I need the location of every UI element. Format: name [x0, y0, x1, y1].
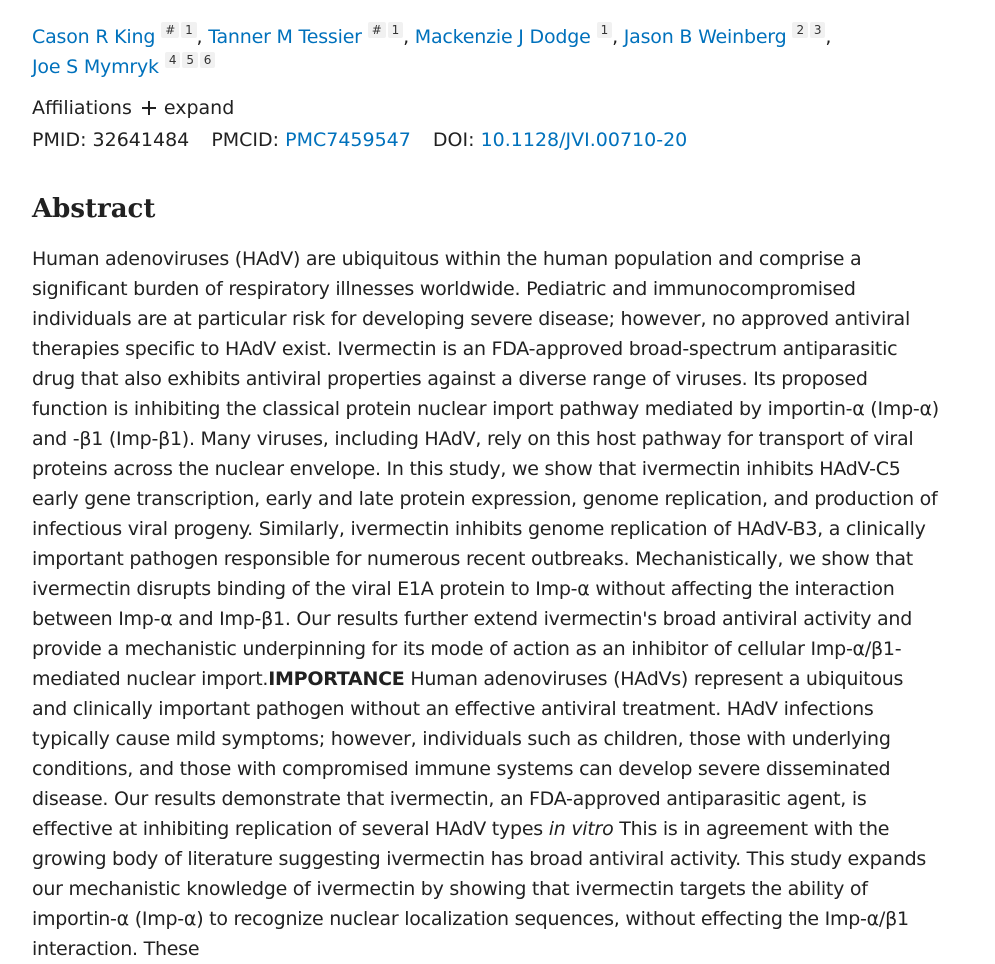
abstract-text	[32, 244, 942, 964]
affiliation-marker[interactable]: #	[161, 22, 179, 38]
pmcid-label: PMCID:	[211, 129, 280, 151]
pmid-label: PMID:	[32, 129, 87, 151]
article-page	[32, 0, 942, 964]
author-entry	[623, 23, 832, 48]
author-separator: ,	[825, 26, 832, 48]
expand-affiliations-button[interactable]	[142, 96, 234, 120]
abstract-paragraph-part2: Human adenoviruses (HAdVs) represent a ubiquitous and clinically important pathogen without an effective antiviral treatment. HAdV infections typically cause mild symptoms; however, individuals such as children, those with underlying conditions, and those with compromised immune systems can develop severe disseminated disease. Our results demonstrate that ivermectin, an FDA-approved antiparasitic agent, is effective at inhibiting replication of several HAdV types	[32, 668, 904, 840]
in-vitro-text: in vitro	[548, 818, 614, 840]
affiliation-marker[interactable]: 1	[388, 22, 403, 38]
affiliation-marker[interactable]: 3	[810, 22, 825, 38]
author-entry	[32, 53, 215, 78]
affiliation-marker[interactable]: 6	[200, 52, 215, 68]
author-separator: ,	[196, 26, 203, 48]
author-entry	[208, 23, 409, 48]
affiliation-marker[interactable]: 5	[182, 52, 197, 68]
abstract-paragraph-part3: This is in agreement with the growing body of literature suggesting ivermectin has broad antiviral activity. This study expands our mechanistic knowledge of ivermectin by showing that ivermectin targets the ability of importin-α (Imp-α) to recognize nuclear localization sequences, without effecting the Imp-α/β1 interaction. These	[32, 818, 927, 960]
author-entry	[32, 23, 203, 48]
abstract-heading: Abstract	[32, 194, 156, 224]
author-separator: ,	[403, 26, 409, 48]
affiliation-marker[interactable]: 4	[165, 52, 180, 68]
abstract-paragraph-part1: Human adenoviruses (HAdV) are ubiquitous within the human population and comprise a significant burden of respiratory illnesses worldwide. Pediatric and immunocompromised individuals are at particular risk for developing severe disease; however, no approved antiviral therapies specific to HAdV exist. Ivermectin is an FDA-approved broad-spectrum antiparasitic drug that also exhibits antiviral properties against a diverse range of viruses. Its proposed function is inhibiting the classical protein nuclear import pathway mediated by importin-α (Imp-α) and -β1 (Imp-β1). Many viruses, including HAdV, rely on this host pathway for transport of viral proteins across the nuclear envelope. In this study, we show that ivermectin inhibits HAdV-C5 early gene transcription, early and late protein expression, genome replication, and production of infectious viral progeny. Similarly, ivermectin inhibits genome replication of HAdV-B3, a clinically important pathogen responsible for numerous recent outbreaks. Mechanistically, we show that ivermectin disrupts binding of the viral E1A protein to Imp-α without affecting the interaction between Imp-α and Imp-β1. Our results further extend ivermectin's broad antiviral activity and provide a mechanistic underpinning for its mode of action as an inhibitor of cellular Imp-α/β1-mediated nuclear import.	[32, 248, 939, 690]
doi-link[interactable]: 10.1128/JVI.00710-20	[480, 129, 688, 151]
affiliations-row	[32, 96, 942, 120]
affiliation-marker[interactable]: 2	[792, 22, 807, 38]
author-link[interactable]: Joe S Mymryk	[32, 56, 159, 78]
author-link[interactable]: Mackenzie J Dodge	[414, 26, 591, 48]
doi	[433, 129, 687, 151]
pmid-value: 32641484	[92, 129, 190, 151]
author-link[interactable]: Cason R King	[32, 26, 156, 48]
affiliations-label: Affiliations	[32, 97, 132, 119]
affiliation-marker[interactable]: 1	[181, 22, 196, 38]
author-link[interactable]: Jason B Weinberg	[623, 26, 787, 48]
expand-label: expand	[163, 97, 235, 119]
author-link[interactable]: Tanner M Tessier	[208, 26, 362, 48]
affiliation-marker[interactable]: #	[368, 22, 386, 38]
pmid	[32, 129, 189, 151]
author-separator: ,	[612, 26, 618, 48]
author-entry	[414, 23, 618, 48]
importance-label: IMPORTANCE	[268, 668, 405, 690]
doi-label: DOI:	[432, 129, 475, 151]
plus-icon	[142, 101, 156, 115]
affiliation-marker[interactable]: 1	[597, 22, 612, 38]
author-list	[32, 22, 942, 82]
pmcid	[211, 129, 411, 151]
identifiers-row	[32, 128, 942, 152]
pmcid-link[interactable]: PMC7459547	[285, 129, 411, 151]
